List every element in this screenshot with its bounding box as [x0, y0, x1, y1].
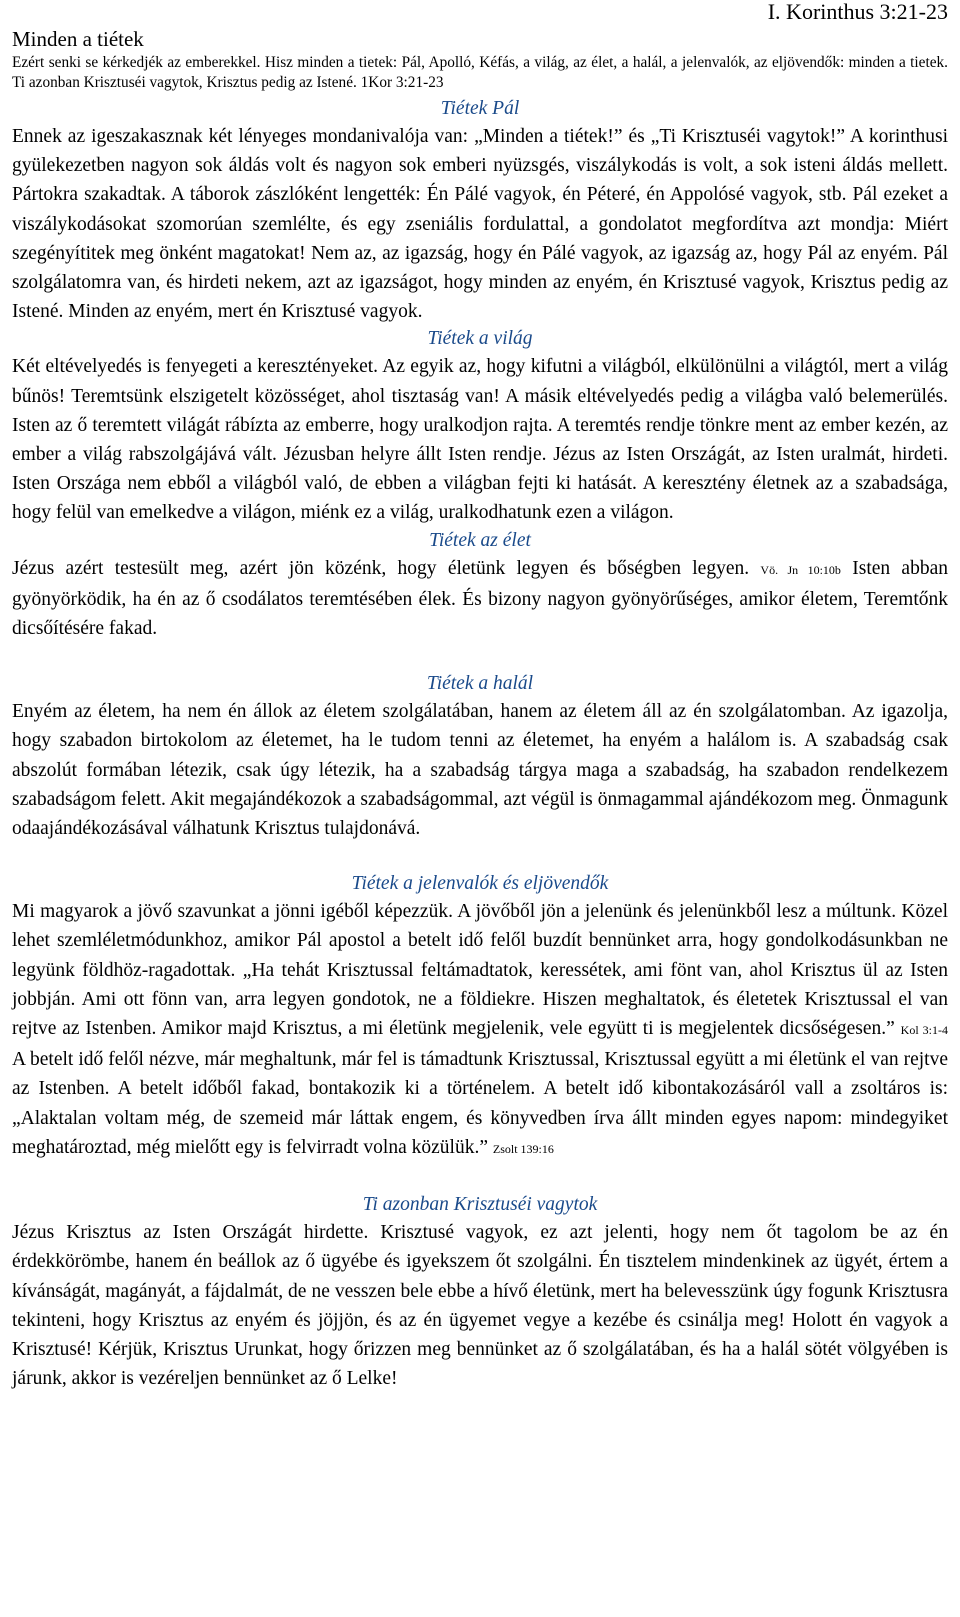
bible-ref-jn: Vö. Jn 10:10b	[760, 562, 841, 577]
section-heading-pal: Tiétek Pál	[440, 98, 520, 119]
section-text-halal: Enyém az életem, ha nem én állok az életem szolgálatában, hanem az életem áll az én szolgálatomban. Az igazolja, hogy szabadon birtokolom az életemet, ha le tudom tenni az életemet, ha enyém a halálom is. A szabadság csak abszolút formában létezik, csak úgy létezik, ha a szabadság tárgya maga a szabadság, ha szabadon rendelkezem szabadságom felett. Akit megajándékozok a szabadságommal, azt végül is önmagammal ajándékozom meg. Önmagunk odaajándékozásával válhatunk Krisztus tulajdonává.	[12, 701, 948, 840]
scripture-reference: I. Korinthus 3:21-23	[767, 0, 948, 24]
section-text-jelenvalok	[12, 897, 948, 1164]
section-heading-elet: Tiétek az élet	[429, 529, 531, 551]
document-title: Minden a tiétek	[12, 27, 144, 51]
bible-ref-kol: Kol 3:1-4	[900, 1023, 948, 1038]
section-heading-jelenvalok: Tiétek a jelenvalók és eljövendők	[351, 873, 609, 895]
section-heading-halal: Tiétek a halál	[426, 673, 534, 695]
section-spacer	[12, 1164, 948, 1192]
section-text-krisztusei: Jézus Krisztus az Isten Országát hirdette. Krisztusé vagyok, ez azt jelenti, hogy nem őt tagolom be az én érdekkörömbe, hanem én beállok az ő ügyébe és igyekszem őt szolgálni. Én tisztelem mindenkinek az ügyét, értem a kívánságát, magányát, a fájdalmát, de ne vesszen bele ebbe a hívő életünk, mert ha belevesszünk úgy fogunk Krisztusra tekinteni, hogy Krisztus az enyém és jöjjön, és az én ügyemet vegye a kezébe és csinálja meg! Holott én vagyok a Krisztusé! Kérjük, Krisztus Urunkat, hogy őrizzen meg bennünket az ő szolgálatában, és ha a halál sötét völgyében is járunk, akkor is vezéreljen bennünket az ő Lelke!	[12, 1222, 948, 1390]
section-text-jelenvalok-b: A betelt idő felől nézve, már meghaltunk, már fel is támadtunk Krisztussal, Krisztussal együtt a mi életünk el van rejtve az Istenben. A betelt időből fakad, bontakozik ki a történelem. A betelt idő kibontakozásáról vall a zsoltáros is: „Alaktalan voltam még, de szemeid már láttak engem, és könyvedben írva állt minden egyes napom: mindegyiket meghatároztad, még mielőtt egy is felvirradt volna közülük.”	[12, 1049, 948, 1158]
section-text-elet	[12, 554, 948, 644]
section-text-vilag: Két eltévelyedés is fenyegeti a keresztényeket. Az egyik az, hogy kifutni a világból, elkülönülni a világtól, mert a világ bűnös! Teremtsünk elszigetelt közösséget, ahol tisztaság van! A másik eltévelyedés pedig a világba való belemerülés. Isten az ő teremtett világát rábízta az emberre, hogy uralkodjon rajta. A teremtés rendje tönkre ment az ember kezén, az ember a világ rabszolgájává vált. Jézusban helyre állt Isten rendje. Jézus az Isten Országát, az Isten uralmát, hirdeti. Isten Országa nem ebből a világból való, de ebben a világban fejti ki hatását. A keresztény életnek az a szabadsága, hogy felül van emelkedve a világon, miénk ez a világ, uralkodhatunk ezen a világon.	[12, 356, 948, 524]
bible-ref-zsolt: Zsolt 139:16	[492, 1141, 554, 1156]
document-page	[12, 0, 948, 1393]
section-heading-vilag: Tiétek a világ	[427, 328, 533, 350]
section-text-elet-b: Isten abban gyönyörködik, ha én az ő csodálatos teremtésében élek. És bizony nagyon gyönyörűséges, amikor életem, Teremtőnk dicsőítésére fakad.	[12, 557, 948, 640]
section-text-elet-a: Jézus azért testesült meg, azért jön közénk, hogy életünk legyen és bőségben legyen.	[12, 557, 750, 579]
section-text-pal: Ennek az igeszakasznak két lényeges mondanivalója van: „Minden a tiétek!” és „Ti Krisztuséi vagytok!” A korinthusi gyülekezetben nagyon sok áldás volt és nagyon sok emberi nyüzsgés, viszálykodás is volt, a sok isteni áldás mellett. Pártokra szakadtak. A táborok zászlóként lengették: Én Pálé vagyok, én Péteré, én Appolósé vagyok, stb. Pál ezeket a viszálykodásokat szomorúan szemlélte, és egy zseniális fordulattal, a gondolatot megfordítva azt mondja: Miért szegényítitek meg önként magatokat! Nem az, az igazság, hogy én Pálé vagyok, az igazság az, hogy Pál az enyém. Pál szolgálatomra van, és hirdeti nekem, azt az igazságot, hogy minden az enyém, én Krisztusé vagyok, Krisztus pedig az Istené. Minden az enyém, mert én Krisztusé vagyok.	[12, 126, 948, 323]
section-spacer	[12, 643, 948, 671]
section-text-jelenvalok-a: Mi magyarok a jövő szavunkat a jönni igéből képezzük. A jövőből jön a jelenünk és jelenünkből lesz a múltunk. Közel lehet szemléletmódunkhoz, amikor Pál apostol a betelt idő felől buzdít bennünket arra, hogy gondolkodásunkban ne legyünk földhöz-ragadottak. „Ha tehát Krisztussal feltámadtatok, keressétek, ami fönt van, ahol Krisztus ül az Isten jobbján. Ami ott fönn van, arra legyen gondotok, ne a földiekre. Hiszen meghaltatok, és életetek Krisztussal el van rejtve az Istenben. Amikor majd Krisztus, a mi életünk megjelenik, vele együtt ti is megjelentek dicsőségesen.”	[12, 901, 948, 1040]
section-heading-krisztusei: Ti azonban Krisztuséi vagytok	[362, 1194, 598, 1216]
intro-quote: Ezért senki se kérkedjék az emberekkel. Hisz minden a tietek: Pál, Apolló, Kéfás, a világ, az élet, a halál, a jelenvalók, az eljövendők: minden a tietek. Ti azonban Krisztuséi vagytok, Krisztus pedig az Istené. 1Kor 3:21-23	[12, 54, 948, 91]
section-spacer	[12, 843, 948, 871]
